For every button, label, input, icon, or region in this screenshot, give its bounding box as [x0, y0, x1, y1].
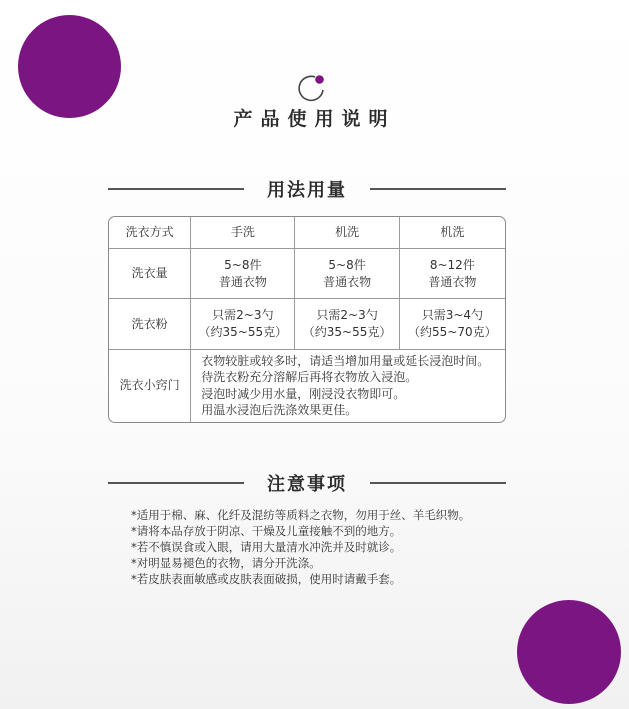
table-cell: 5~8件 普通衣物: [191, 249, 295, 299]
row-label-powder: 洗衣粉: [109, 299, 191, 349]
brand-logo-icon: [295, 73, 329, 103]
row-label-tips: 洗衣小窍门: [109, 350, 191, 422]
decorative-circle-top-left: [18, 15, 121, 118]
decorative-circle-bottom-right: [517, 600, 621, 704]
table-row: [109, 299, 505, 349]
notice-heading-label: 注意事项: [267, 474, 347, 495]
table-row: [109, 350, 505, 422]
header-cell-machine-wash: 机洗: [400, 217, 505, 249]
heading-rule-right: [370, 482, 506, 484]
page-title: 产品使用说明: [233, 108, 396, 130]
header-cell-machine-wash: 机洗: [295, 217, 399, 249]
header-cell-method: 洗衣方式: [109, 217, 191, 249]
table-cell: 8~12件 普通衣物: [400, 249, 505, 299]
row-label-load: 洗衣量: [109, 249, 191, 299]
tip-line: 用温水浸泡后洗涤效果更佳。: [201, 403, 358, 418]
notice-list: [131, 507, 511, 587]
tip-line: 待洗衣粉充分溶解后再将衣物放入浸泡。: [201, 370, 418, 385]
list-item: *适用于棉、麻、化纤及混纺等质料之衣物，勿用于丝、羊毛织物。: [131, 508, 471, 522]
table-cell: 只需3~4勺 （约55~70克）: [400, 299, 505, 349]
table-cell: 只需2~3勺 （约35~55克）: [191, 299, 295, 349]
table-row: [109, 249, 505, 299]
usage-heading-label: 用法用量: [267, 180, 347, 201]
usage-table: [108, 216, 506, 423]
tips-cell: [191, 350, 505, 422]
header-cell-hand-wash: 手洗: [191, 217, 295, 249]
notice-section-heading: [108, 471, 506, 495]
table-cell: 5~8件 普通衣物: [295, 249, 399, 299]
list-item: *对明显易褪色的衣物，请分开洗涤。: [131, 556, 321, 570]
heading-rule-right: [370, 188, 506, 190]
table-cell: 只需2~3勺 （约35~55克）: [295, 299, 399, 349]
heading-rule-left: [108, 482, 244, 484]
table-header-row: [109, 217, 505, 249]
tip-line: 衣物较脏或较多时，请适当增加用量或延长浸泡时间。: [201, 353, 490, 368]
heading-rule-left: [108, 188, 244, 190]
list-item: *请将本品存放于阴凉、干燥及儿童接触不到的地方。: [131, 524, 402, 538]
usage-section-heading: [108, 177, 506, 201]
list-item: *若不慎误食或入眼，请用大量清水冲洗并及时就诊。: [131, 540, 402, 554]
tip-line: 浸泡时减少用水量，刚浸没衣物即可。: [201, 386, 406, 401]
list-item: *若皮肤表面敏感或皮肤表面破损，使用时请戴手套。: [131, 572, 402, 586]
